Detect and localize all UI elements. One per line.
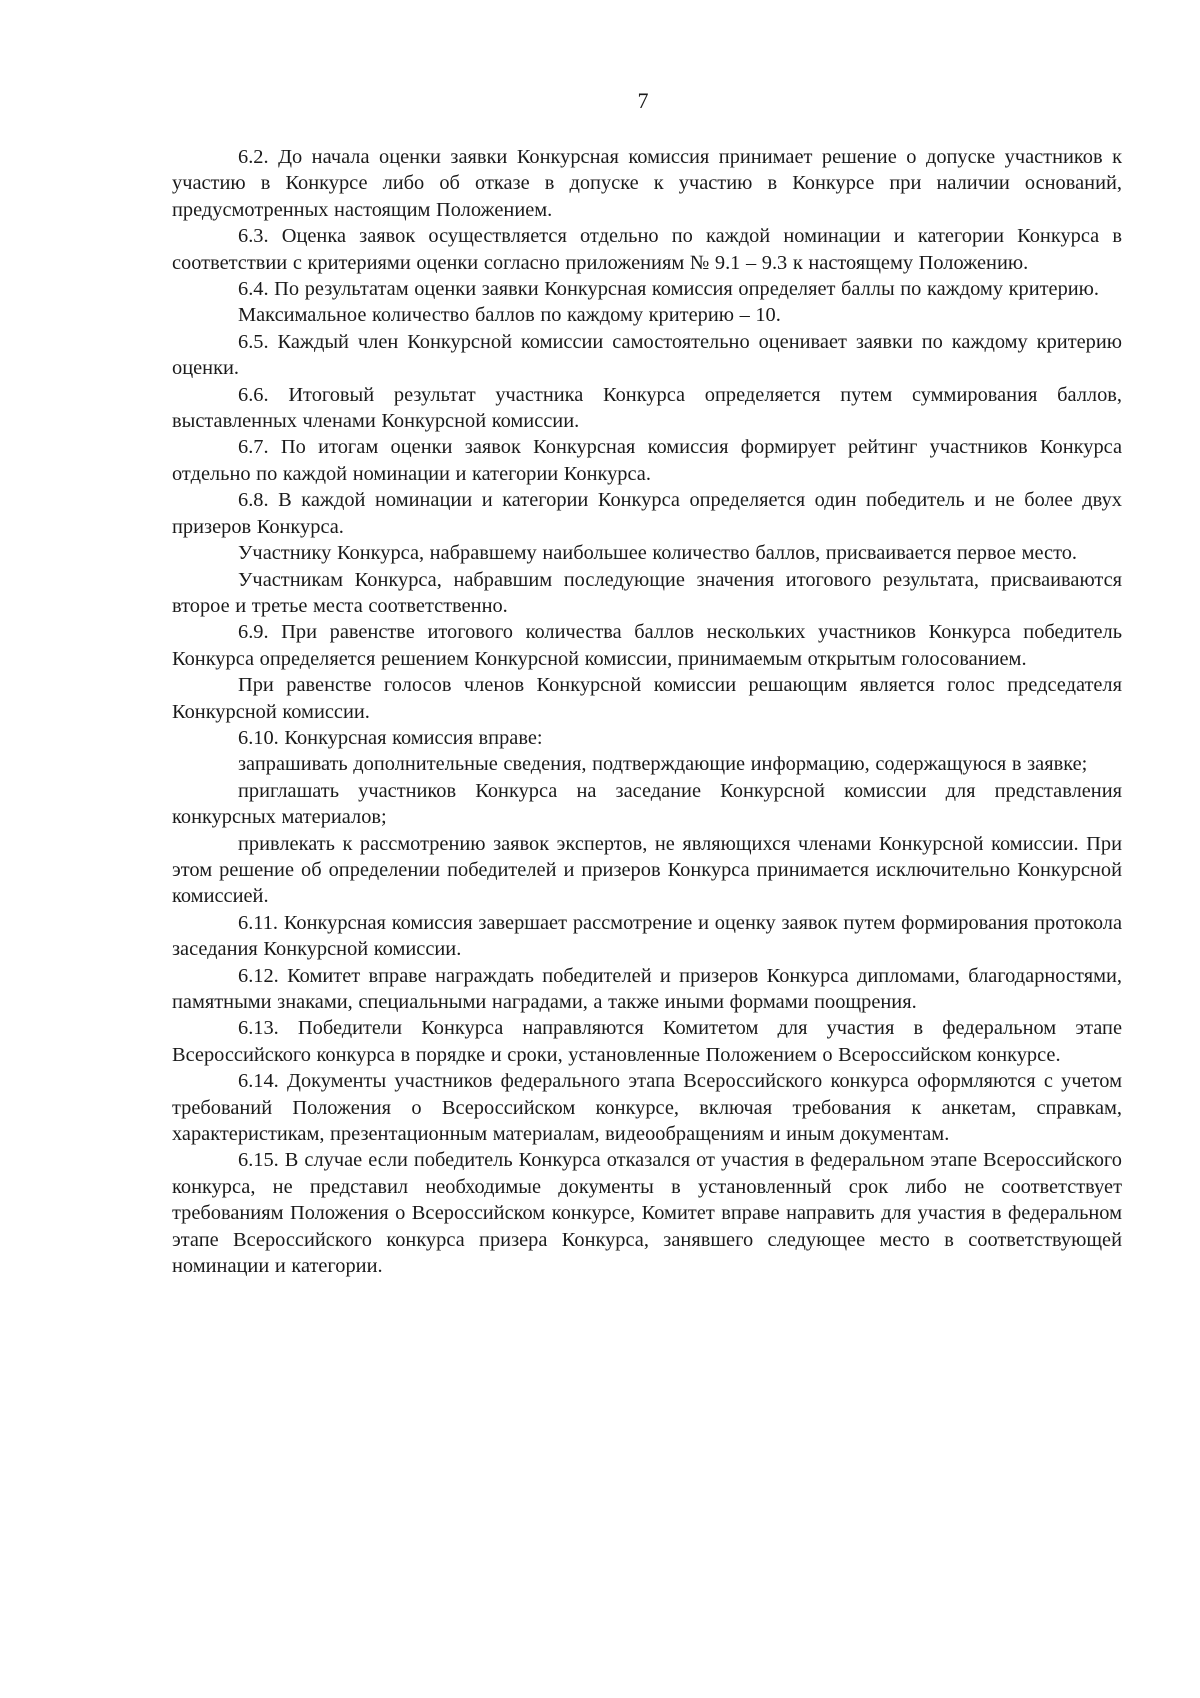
paragraph-6-15: 6.15. В случае если победитель Конкурса отказался от участия в федеральном этапе Всероссийского конкурса, не представил необходимые документы в установленный срок либо не соответствует требованиям Положения о Всероссийском конкурсе, Комитет вправе направить для участия в федеральном этапе Всероссийского конкурса призера Конкурса, занявшего следующее место в соответствующей номинации и категории. — [172, 1149, 1122, 1278]
paragraph-involve-experts: привлекать к рассмотрению заявок экспертов, не являющихся членами Конкурсной комиссии. При этом решение об определении победителей и призеров Конкурса принимается исключительно Конкурсной комиссией. — [172, 832, 1122, 908]
paragraph-invite-participants: приглашать участников Конкурса на заседание Конкурсной комиссии для представления конкурсных материалов; — [172, 779, 1122, 829]
paragraph-request-info: запрашивать дополнительные сведения, подтверждающие информацию, содержащуюся в заявке; — [238, 753, 1088, 776]
paragraph-6-11: 6.11. Конкурсная комиссия завершает рассмотрение и оценку заявок путем формирования протокола заседания Конкурсной комиссии. — [172, 911, 1122, 961]
paragraph-first-place: Участнику Конкурса, набравшему наибольшее количество баллов, присваивается первое место. — [238, 542, 1078, 565]
paragraph-chair-vote: При равенстве голосов членов Конкурсной комиссии решающим является голос председателя Конкурсной комиссии. — [172, 674, 1122, 723]
paragraph-6-9: 6.9. При равенстве итогового количества баллов нескольких участников Конкурса победитель Конкурса определяется решением Конкурсной комиссии, принимаемым открытым голосованием. — [172, 621, 1122, 670]
paragraph-6-3: 6.3. Оценка заявок осуществляется отдельно по каждой номинации и категории Конкурса в соответствии с критериями оценки согласно приложениям № 9.1 – 9.3 к настоящему Положению. — [172, 225, 1122, 274]
paragraph-6-2: 6.2. До начала оценки заявки Конкурсная комиссия принимает решение о допуске участников к участию в Конкурсе либо об отказе в допуске к участию в Конкурсе при наличии оснований, предусмотренных настоящим Положением. — [172, 146, 1122, 221]
paragraph-6-14: 6.14. Документы участников федерального этапа Всероссийского конкурса оформляются с учетом требований Положения о Всероссийском конкурсе, включая требования к анкетам, справкам, характеристикам, презентационным материалам, видеообращениям и иным документам. — [172, 1070, 1122, 1146]
paragraph-6-7: 6.7. По итогам оценки заявок Конкурсная комиссия формирует рейтинг участников Конкурса отдельно по каждой номинации и категории Конкурса. — [172, 436, 1122, 485]
paragraph-6-10: 6.10. Конкурсная комиссия вправе: — [238, 726, 543, 749]
paragraph-6-12: 6.12. Комитет вправе награждать победителей и призеров Конкурса дипломами, благодарностями, памятными знаками, специальными наградами, а также иными формами поощрения. — [172, 964, 1122, 1013]
page-number: 7 — [637, 88, 649, 113]
paragraph-6-5: 6.5. Каждый член Конкурсной комиссии самостоятельно оценивает заявки по каждому критерию оценки. — [172, 330, 1122, 380]
paragraph-6-13: 6.13. Победители Конкурса направляются Комитетом для участия в федеральном этапе Всероссийского конкурса в порядке и сроки, установленные Положением о Всероссийском конкурсе. — [172, 1017, 1122, 1066]
document-body — [172, 144, 1122, 1279]
paragraph-max-score: Максимальное количество баллов по каждому критерию – 10. — [238, 304, 781, 327]
paragraph-6-6: 6.6. Итоговый результат участника Конкурса определяется путем суммирования баллов, выставленных членами Конкурсной комиссии. — [172, 383, 1122, 433]
paragraph-6-8: 6.8. В каждой номинации и категории Конкурса определяется один победитель и не более двух призеров Конкурса. — [172, 489, 1122, 538]
paragraph-6-4: 6.4. По результатам оценки заявки Конкурсная комиссия определяет баллы по каждому критерию. — [238, 278, 1100, 301]
paragraph-second-third-place: Участникам Конкурса, набравшим последующие значения итогового результата, присваиваются второе и третье места соответственно. — [172, 568, 1122, 617]
